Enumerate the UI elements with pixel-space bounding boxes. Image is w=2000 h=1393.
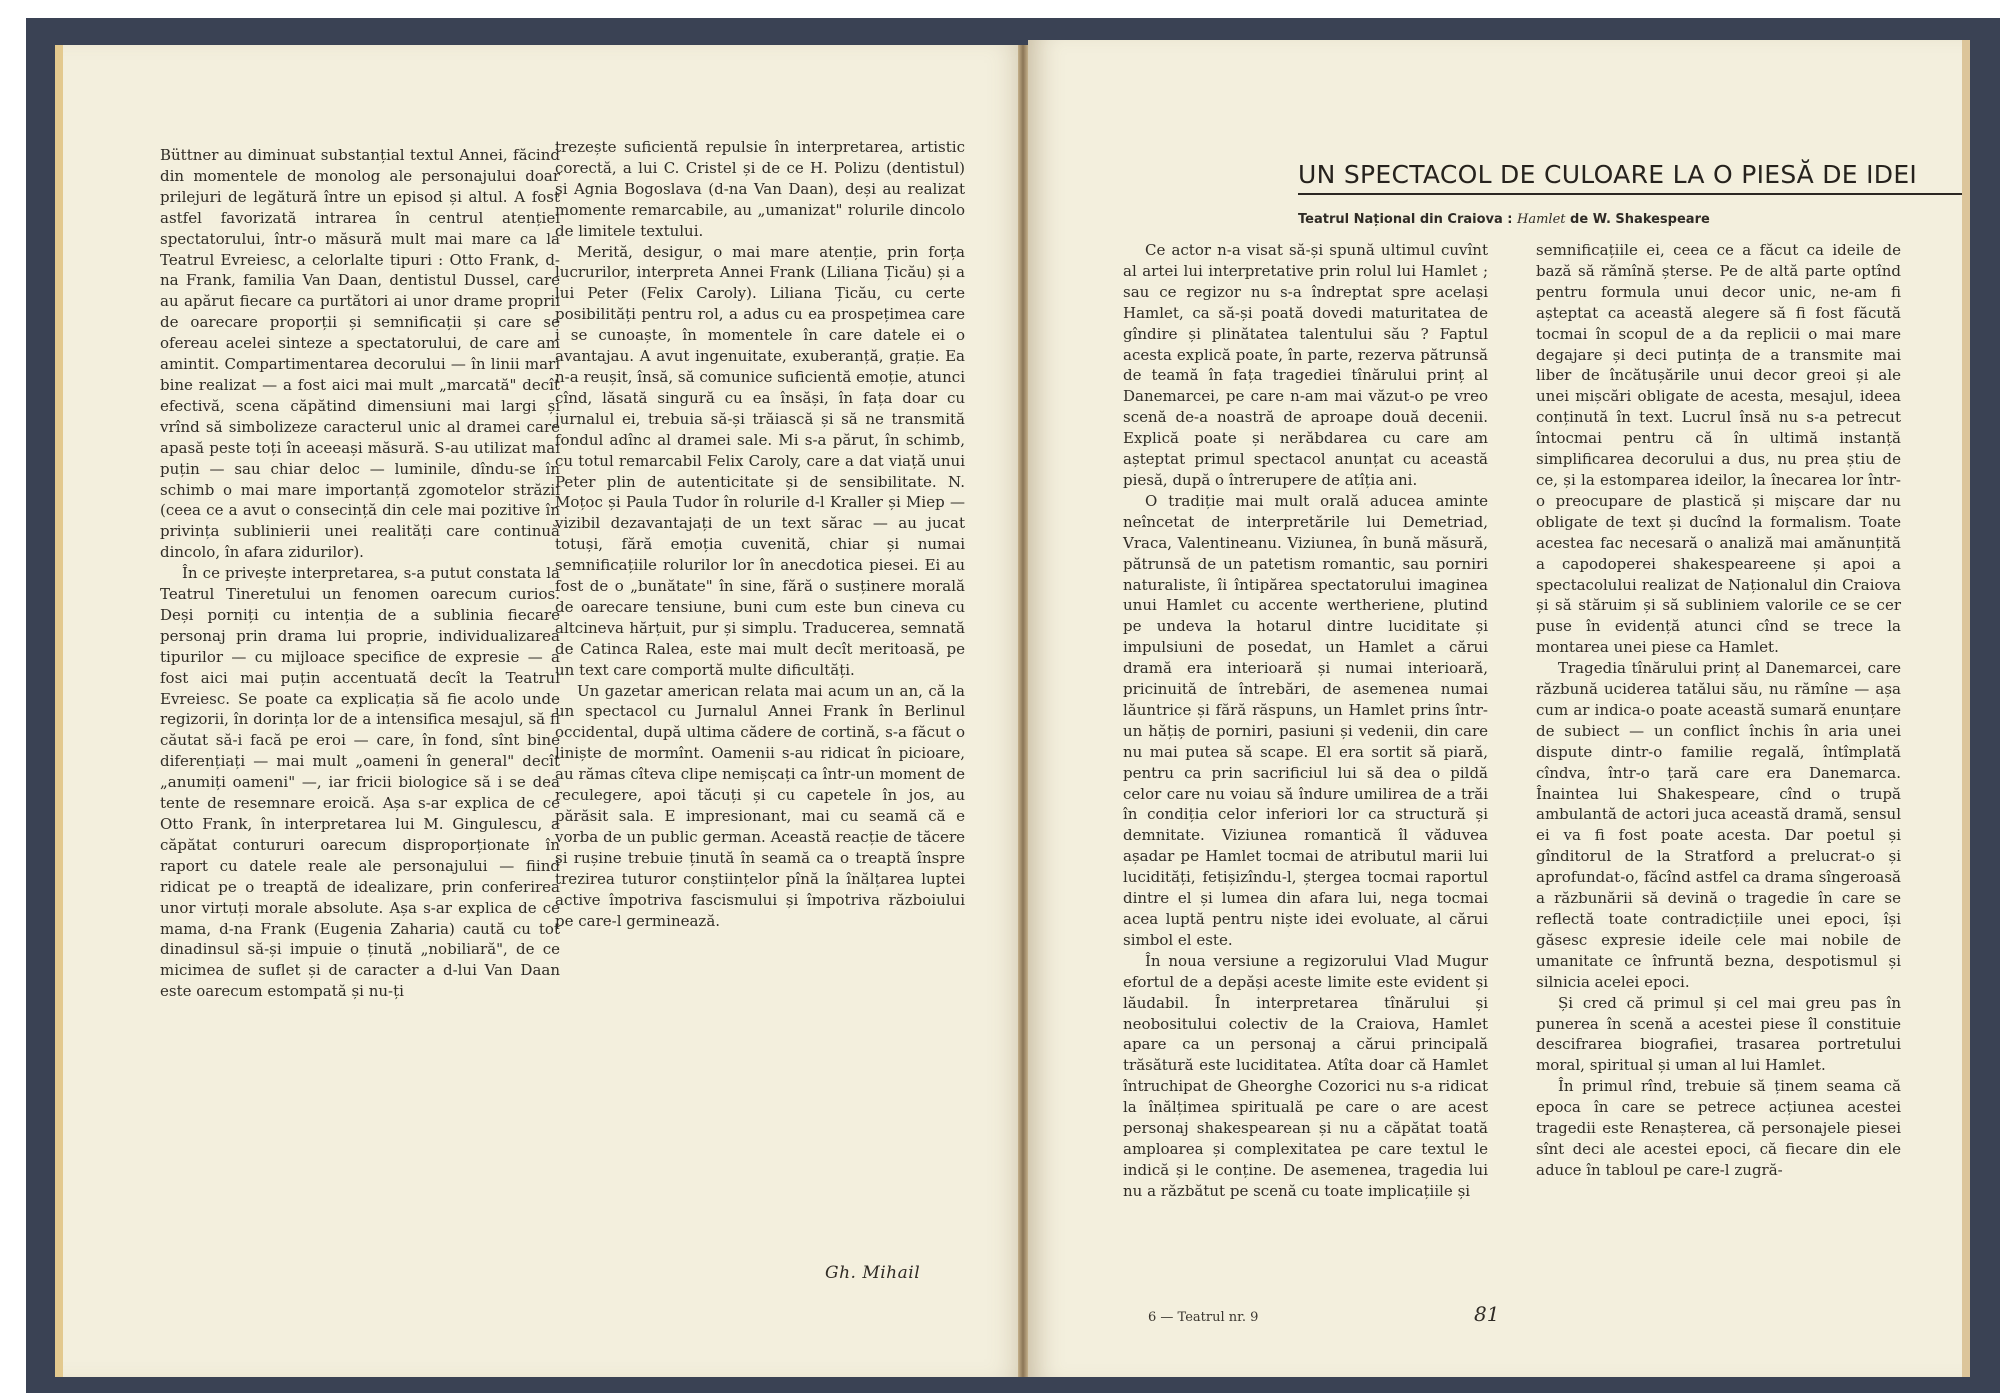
paragraph: În noua versiune a regizorului Vlad Mugur efortul de a depăși aceste limite este evident și lăudabil. În interpretarea tînărului și neobositului colectiv de la Craiova, Hamlet apare ca un personaj a cărui principală trăsătură este luciditatea. Atîta doar că Hamlet întruchipat de Gheorghe Cozorici nu s-a ridicat la înălțimea spirituală pe care o are acest personaj shakespearean și nu a căpătat toată amploarea și complexitatea pe care textul le indică și le conține. De asemenea, tragedia lui nu a răzbătut pe scenă cu toate implicațiile și (1123, 951, 1488, 1200)
author-byline: Gh. Mihail (825, 1263, 921, 1283)
page-number: 81 (1474, 1302, 1500, 1326)
paragraph: Un gazetar american relata mai acum un an, că la un spectacol cu Jurnalul Annei Frank în Berlinul occidental, după ultima cădere de cortină, s-a făcut o liniște de mormînt. Oamenii s-au ridicat în picioare, au rămas cîteva clipe nemișcați ca într-un moment de reculegere, apoi tăcuți și cu capetele în jos, au părăsit sala. E impresionant, mai cu seamă că e vorba de un public german. Această reacție de tăcere și rușine trebuie ținută în seamă ca o treaptă înspre trezirea tuturor conștiințelor pînă la înălțarea luptei active împotriva fascismului și împotriva războiului pe care-l germinează. (555, 681, 965, 930)
paragraph: Büttner au diminuat substanțial textul Annei, făcind din momentele de monolog ale personajului doar prilejuri de legătură între un episod și altul. A fost astfel favorizată intrarea în centrul atenției spectatorului, într-o măsură mult mai mare ca la Teatrul Evreiesc, a celorlalte tipuri : Otto Frank, d-na Frank, familia Van Daan, dentistul Dussel, care au apărut fiecare ca purtători ai unor drame proprii de oarecare proporții și semnificații și care se ofereau acelei sinteze a spectatorului, de care am amintit. Compartimentarea decorului — în linii mari bine realizat — a fost aici mai mult „marcată" decît efectivă, scena căpătind dimensiuni mai largi și vrînd să simbolizeze caracterul unic al dramei care apasă peste toți în aceeași măsură. S-au utilizat mai puțin — sau chiar deloc — luminile, dîndu-se în schimb o mai mare importanță zgomotelor străzii (ceea ce a avut o consecință din cele mai pozitive în privința sublinierii unei realități care continuă dincolo, în afara zidurilor). (160, 146, 560, 562)
left-page-edge (55, 45, 63, 1377)
right-page-column-1 (1123, 240, 1488, 1202)
right-page (1028, 40, 1970, 1377)
left-page (55, 45, 1030, 1377)
paragraph: Și cred că primul și cel mai greu pas în punerea în scenă a acestei piese îl constituie descifrarea biografiei, trasarea portretului moral, spiritual și uman al lui Hamlet. (1536, 993, 1901, 1075)
left-page-column-2 (555, 137, 965, 931)
paragraph: În primul rînd, trebuie să ținem seama că epoca în care se petrece acțiunea acestei tragedii este Renașterea, că personajele piesei sînt deci ale acestei epoci, că fiecare din ele aduce în tabloul pe care-l zugră- (1536, 1077, 1901, 1179)
right-page-column-2 (1536, 240, 1901, 1181)
subtitle-play: Hamlet (1517, 212, 1566, 227)
left-page-column-1 (160, 145, 560, 1002)
book-gutter (1018, 45, 1028, 1377)
paragraph: Merită, desigur, o mai mare atenție, prin forța lucrurilor, interpreta Annei Frank (Liliana Țicău) și a lui Peter (Felix Caroly). Liliana Țicău, cu certe posibilități pentru rol, a adus cu ea prospețimea care i se cunoaște, în momentele în care datele ei o avantajau. A avut ingenuitate, exuberanță, grație. Ea n-a reușit, însă, să comunice suficientă emoție, atunci cînd, lăsată singură cu ea însăși, în fața doar cu jurnalul ei, trebuia să-și trăiască și să ne transmită fondul adînc al dramei sale. Mi s-a părut, în schimb, cu totul remarcabil Felix Caroly, care a dat viață unui Peter plin de autenticitate și de sensibilitate. N. Moțoc și Paula Tudor în rolurile d-l Kraller și Miep — vizibil dezavantajați de un text sărac — au jucat totuși, fără emoția cuvenită, chiar și numai semnificațiile rolurilor lor în anecdotica piesei. Ei au fost de o „bunătate" în sine, fără o susținere morală de oarecare tensiune, buni cum este bun cineva cu altcineva hărțuit, pur și simplu. Traducerea, semnată de Catinca Ralea, este mai mult decît meritoasă, pe un text care comportă multe dificultăți. (555, 242, 965, 679)
page-footer: 6 — Teatrul nr. 9 (1148, 1310, 1259, 1325)
article-title: UN SPECTACOL DE CULOARE LA O PIESĂ DE IDEI (1298, 160, 1968, 195)
right-page-edge (1962, 40, 1970, 1377)
paragraph: O tradiție mai mult orală aducea aminte neîncetat de interpretările lui Demetriad, Vraca, Valentineanu. Viziunea, în bună măsură, pătrunsă de un patetism romantic, sau porniri naturaliste, îi întipărea spectatorului imaginea unui Hamlet cu accente wertheriene, plutind pe undeva la hotarul dintre luciditate și impulsiuni de posedat, un Hamlet a cărui dramă era interioară și numai interioară, pricinuită de întrebări, de asemenea numai lăuntrice și fără răspuns, un Hamlet prins într-un hățiș de porniri, pasiuni și vedenii, din care nu mai putea să scape. El era sortit să piară, pentru ca prin sacrificiul lui să dea o pildă celor care nu voiau să îndure umilirea de a trăi în condiția celor inferiori lor ca structură și demnitate. Viziunea romantică îl văduvea așadar pe Hamlet tocmai de atributul marii lui lucidități, fetișizîndu-l, ștergea tocmai raportul dintre el și lumea din afara lui, nega tocmai acea luptă pentru niște idei evoluate, al cărui simbol el este. (1123, 491, 1488, 949)
paragraph: În ce privește interpretarea, s-a putut constata la Teatrul Tineretului un fenomen oarecum curios. Deși porniți cu intenția de a sublinia fiecare personaj prin drama lui proprie, individualizarea tipurilor — cu mijloace specifice de expresie — a fost aici mai puțin accentuată decît la Teatrul Evreiesc. Se poate ca explicația să fie acolo unde regizorii, în dorința lor de a intensifica mesajul, să fi căutat să-i facă pe eroi — care, în fond, sînt bine diferențiați — mai mult „oameni în general" decît „anumiți oameni" —, iar fricii biologice să i se dea tente de resemnare eroică. Așa s-ar explica de ce Otto Frank, în interpretarea lui M. Gingulescu, a căpătat contururi oarecum disproporționate în raport cu datele reale ale personajului — fiind ridicat pe o treaptă de idealizare, prin conferirea unor virtuți morale absolute. Așa s-ar explica de ce mama, d-na Frank (Eugenia Zaharia) caută cu tot dinadinsul să-și impuie o ținută „nobiliară", de ce micimea de suflet și de caracter a d-lui Van Daan este oarecum estompată și nu-ți (160, 564, 560, 1001)
paragraph: Tragedia tînărului prinț al Danemarcei, care răzbună uciderea tatălui său, nu rămîne — așa cum ar indica-o poate această sumară enunțare de subiect — un conflict închis în aria unei dispute dintr-o familie regală, întîmplată cîndva, într-o țară care era Danemarca. Înaintea lui Shakespeare, cînd o trupă ambulantă de actori juca această dramă, sensul ei va fi fost poate acesta. Dar poetul și gînditorul de la Stratford a prelucrat-o și aprofundat-o, făcînd astfel ca drama sîngeroasă a răzbunării să devină o tragedie în care se reflectă toate contradicțiile unei epoci, își găsesc expresie ideile cele mai nobile de umanitate ce înfruntă bezna, despotismul și silnicia acelei epoci. (1536, 659, 1901, 991)
article-subtitle (1298, 212, 1710, 227)
subtitle-author: de W. Shakespeare (1565, 212, 1710, 227)
paragraph: semnificațiile ei, ceea ce a făcut ca ideile de bază să rămînă șterse. Pe de altă parte optînd pentru formula unui decor unic, ne-am fi așteptat ca această alegere să fi fost făcută tocmai în scopul de a da replicii o mai mare degajare și deci putința de a transmite mai liber de încătușările unui decor greoi și ale unei mișcări obligate de acesta, mesajul, ideea conținută în text. Lucrul însă nu s-a petrecut întocmai pentru că în ultimă instanță simplificarea decorului a dus, nu prea știu de ce, și la estomparea ideilor, la înecarea lor într-o preocupare de plastică și mișcare dar nu obligate de text și ducînd la formalism. Toate acestea fac necesară o analiză mai amănunțită a capodoperei shakespeareene și apoi a spectacolului realizat de Naționalul din Craiova și să stăruim și să subliniem valorile ce se cer puse în evidență atunci cînd se trece la montarea unei piese ca Hamlet. (1536, 241, 1901, 657)
paragraph: trezește suficientă repulsie în interpretarea, artistic corectă, a lui C. Cristel și de ce H. Polizu (dentistul) și Agnia Bogoslava (d-na Van Daan), deși au realizat momente remarcabile, au „umanizat" rolurile dincolo de limitele textului. (555, 138, 965, 240)
subtitle-theatre: Teatrul Național din Craiova : (1298, 212, 1518, 227)
paragraph: Ce actor n-a visat să-și spună ultimul cuvînt al artei lui interpretative prin rolul lui Hamlet ; sau ce regizor nu s-a îndreptat spre același Hamlet, ca să-și poată dovedi maturitatea de gîndire și plinătatea talentului său ? Faptul acesta explică poate, în parte, rezerva pătrunsă de teamă în fața tragediei tînărului prinț al Danemarcei, pe care n-am mai văzut-o pe vreo scenă de-a noastră de aproape două decenii. Explică poate și nerăbdarea cu care am așteptat primul spectacol anunțat cu această piesă, după o întrerupere de atîția ani. (1123, 241, 1488, 489)
